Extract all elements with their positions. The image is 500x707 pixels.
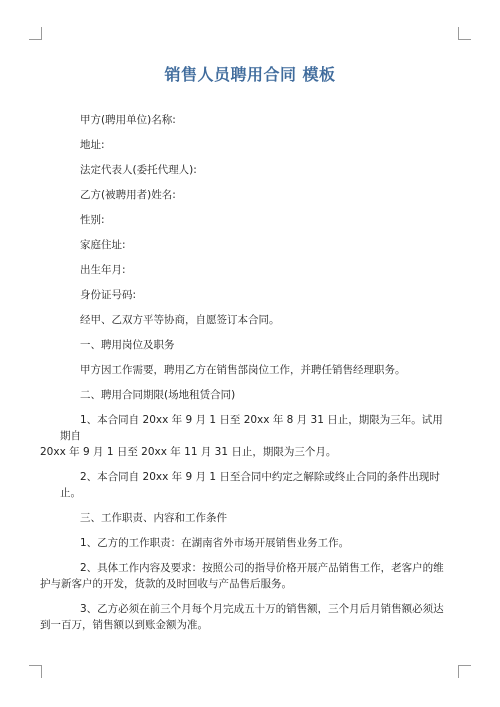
paragraph-duties-1: 1、乙方的工作职责：在湖南省外市场开展销售业务工作。 [80, 537, 350, 549]
field-id-number: 身份证号码: [80, 289, 137, 301]
field-legal-representative: 法定代表人(委托代理人): [80, 164, 197, 176]
section-heading-term: 二、聘用合同期限(场地租赁合同) [80, 389, 236, 401]
crop-mark-top-left [29, 27, 42, 40]
paragraph-term-2: 2、本合同自 20xx 年 9 月 1 日至合同中约定之解除或终止合同的条件出现时止。 [60, 471, 440, 499]
paragraph-term-1: 1、本合同自 20xx 年 9 月 1 日至 20xx 年 8 月 31 日止，期限为三年。试用期自 20xx 年 9 月 1 日至 20xx 年 11 月 31 日止，期限为三个月。 [40, 414, 443, 458]
crop-mark-bottom-left [29, 665, 42, 678]
section-heading-duties: 三、工作职责、内容和工作条件 [80, 512, 227, 524]
field-birth-date: 出生年月: [80, 264, 126, 276]
field-home-address: 家庭住址: [80, 239, 126, 251]
paragraph-position: 甲方因工作需要，聘用乙方在销售部岗位工作，并聘任销售经理职务。 [80, 364, 406, 376]
field-party-b-name: 乙方(被聘用者)姓名: [80, 189, 176, 201]
field-address: 地址: [80, 139, 105, 151]
field-gender: 性别: [80, 214, 105, 226]
paragraph-agreement: 经甲、乙双方平等协商，自愿签订本合同。 [80, 314, 280, 326]
field-party-a-name: 甲方(聘用单位)名称: [80, 114, 176, 126]
document-body [40, 112, 444, 642]
paragraph-duties-3: 3、乙方必须在前三个月每个月完成五十万的销售额，三个月后月销售额必须达 到一百万，销售额以到账金额为准。 [40, 603, 444, 631]
crop-mark-bottom-right [458, 665, 471, 678]
paragraph-duties-2: 2、具体工作内容及要求：按照公司的指导价格开展产品销售工作，老客户的维 护与新客户的开发，货款的及时回收与产品售后服务。 [40, 562, 444, 590]
document-title: 销售人员聘用合同 模板 [164, 65, 336, 84]
section-heading-position: 一、聘用岗位及职务 [80, 339, 175, 351]
crop-mark-top-right [458, 27, 471, 40]
